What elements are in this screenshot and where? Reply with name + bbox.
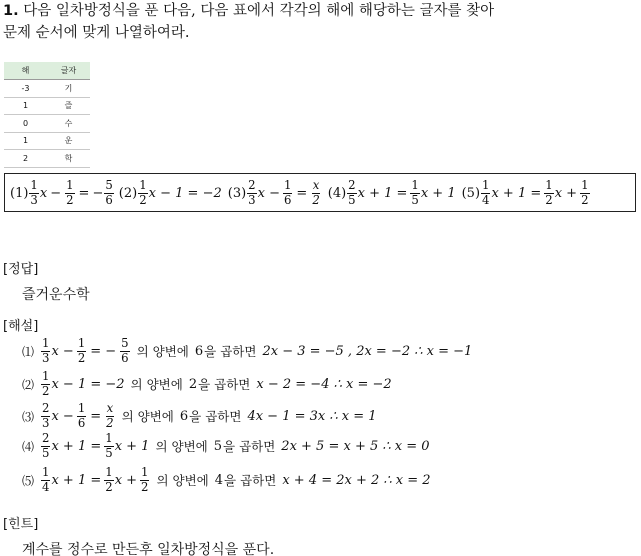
korean-text: 의 양변에: [121, 409, 174, 424]
question-text-2: 문제 순서에 맞게 나열하여라.: [3, 25, 190, 41]
table-row: [4, 80, 90, 98]
operator: =: [90, 408, 102, 424]
korean-text: 을 곱하면: [224, 473, 277, 488]
korean-text: 의 양변에: [136, 344, 189, 359]
korean-text: 을 곱하면: [204, 344, 257, 359]
fraction: $\frac{1}{2}$: [581, 177, 589, 207]
equation-text: x + 1 =: [491, 185, 542, 201]
fraction: $\frac{1}{3}$: [42, 335, 50, 365]
step-label: ⑸: [22, 473, 35, 488]
multiplier: 6: [179, 408, 189, 424]
korean-text: 을 곱하면: [189, 409, 242, 424]
problem-label: (2): [118, 185, 138, 201]
table-cell: 1: [4, 97, 47, 115]
korean-text: 의 양변에: [156, 473, 209, 488]
problem-5: [461, 177, 591, 207]
solution-heading: [해설]: [3, 319, 39, 334]
fraction: $\frac{2}{3}$: [248, 177, 256, 207]
table-cell: 1: [4, 132, 47, 150]
fraction: $\frac{1}{2}$: [139, 177, 147, 207]
table-row: [4, 132, 90, 150]
operator: −: [50, 185, 62, 201]
problem-label: (4): [327, 185, 347, 201]
question-line-1: [3, 2, 494, 20]
table-cell: 즐: [47, 97, 90, 115]
table-cell: -3: [4, 80, 47, 98]
table-row: [4, 97, 90, 115]
table-cell: 기: [47, 80, 90, 98]
operator: =: [78, 185, 90, 201]
fraction: $\frac{1}{2}$: [141, 464, 149, 494]
problem-2: [118, 177, 222, 207]
fraction: $\frac{1}{3}$: [30, 177, 38, 207]
multiplier: 4: [214, 472, 224, 488]
fraction: $\frac{x}{2}$: [106, 400, 114, 430]
equation-text: x −: [257, 185, 280, 201]
problem-4: [327, 177, 456, 207]
equation-text: x + 1 =: [51, 472, 102, 488]
table-header-row: [4, 62, 90, 80]
problem-label: (5): [461, 185, 481, 201]
multiplier: 2: [188, 376, 198, 392]
solution-step-1: [22, 335, 473, 365]
fraction: $\frac{5}{6}$: [105, 177, 113, 207]
problem-1: [10, 177, 115, 207]
equation-text: x +: [114, 472, 138, 488]
fraction: $\frac{5}{6}$: [121, 335, 129, 365]
step-label: ⑵: [22, 377, 35, 392]
table-cell: 2: [4, 150, 47, 168]
equation-text: x − 1 = −2: [51, 376, 125, 392]
result-text: x + 4 = 2x + 2 ∴ x = 2: [282, 472, 431, 488]
fraction: $\frac{1}{6}$: [283, 177, 292, 207]
equation-text: x + 1: [114, 438, 150, 454]
fraction: $\frac{1}{2}$: [77, 335, 86, 365]
operator: = −: [90, 343, 117, 359]
result-text: x − 2 = −4 ∴ x = −2: [256, 376, 392, 392]
table-cell: 수: [47, 115, 90, 133]
fraction: $\frac{1}{2}$: [66, 177, 74, 207]
equation-text: x + 1: [420, 185, 456, 201]
korean-text: 을 곱하면: [198, 377, 251, 392]
multiplier: 6: [194, 343, 204, 359]
korean-text: 을 곱하면: [223, 439, 276, 454]
fraction: $\frac{1}{6}$: [77, 400, 86, 430]
equation-text: x +: [554, 185, 578, 201]
solution-step-4: [22, 430, 430, 460]
result-text: 4x − 1 = 3x ∴ x = 1: [247, 408, 377, 424]
result-text: 2x + 5 = x + 5 ∴ x = 0: [281, 438, 430, 454]
multiplier: 5: [213, 438, 223, 454]
answer-text: 즐거운수학: [22, 287, 90, 303]
fraction: $\frac{1}{2}$: [545, 177, 553, 207]
korean-text: 의 양변에: [130, 377, 183, 392]
table-cell: 0: [4, 115, 47, 133]
step-label: ⑴: [22, 344, 35, 359]
fraction: $\frac{1}{4}$: [42, 464, 50, 494]
fraction: $\frac{2}{3}$: [42, 400, 50, 430]
korean-text: 의 양변에: [155, 439, 208, 454]
operator: −: [92, 185, 104, 201]
table-row: [4, 115, 90, 133]
problems-box: [4, 173, 636, 212]
answer-key-table: [4, 62, 90, 168]
fraction: $\frac{x}{2}$: [312, 177, 320, 207]
fraction: $\frac{1}{2}$: [42, 368, 50, 398]
answer-heading: [정답]: [3, 262, 39, 277]
fraction: $\frac{1}{5}$: [105, 430, 113, 460]
problems-row: [10, 178, 591, 208]
table-cell: 학: [47, 150, 90, 168]
fraction: $\frac{1}{2}$: [105, 464, 113, 494]
solution-step-3: [22, 400, 377, 430]
equation-text: x + 1 =: [51, 438, 102, 454]
result-text: 2x − 3 = −5 , 2x = −2 ∴ x = −1: [262, 343, 473, 359]
table-header: 해: [4, 62, 47, 80]
question-number: 1.: [3, 3, 19, 19]
solution-step-2: [22, 368, 392, 398]
fraction: $\frac{1}{5}$: [411, 177, 419, 207]
problem-label: (3): [227, 185, 247, 201]
table-cell: 운: [47, 132, 90, 150]
equation-text: x −: [51, 343, 74, 359]
fraction: $\frac{1}{4}$: [482, 177, 490, 207]
equation-text: x −: [51, 408, 74, 424]
problem-label: (1): [10, 185, 29, 201]
hint-heading: [힌트]: [3, 517, 39, 532]
table-row: [4, 150, 90, 168]
step-label: ⑶: [22, 409, 35, 424]
solution-step-5: [22, 464, 431, 494]
problem-3: [227, 177, 322, 207]
equation-text: x − 1 = −2: [148, 185, 222, 201]
equation-text: x + 1 =: [357, 185, 408, 201]
table-header: 글자: [47, 62, 90, 80]
fraction: $\frac{2}{5}$: [42, 430, 50, 460]
hint-text: 계수를 정수로 만든후 일차방정식을 푼다.: [22, 542, 275, 556]
fraction: $\frac{2}{5}$: [348, 177, 356, 207]
question-text-1: 다음 일차방정식을 푼 다음, 다음 표에서 각각의 해에 해당하는 글자를 찾아: [23, 3, 495, 19]
step-label: ⑷: [22, 439, 35, 454]
operator: =: [296, 185, 308, 201]
variable: x: [39, 185, 48, 201]
